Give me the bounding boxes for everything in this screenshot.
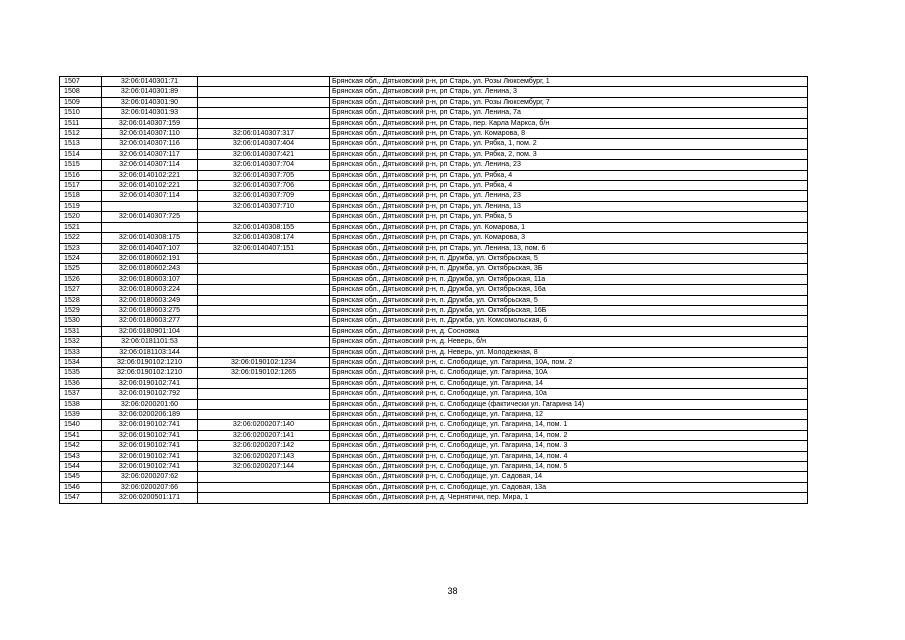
cadastral-number-cell: 32:06:0140307:725 (102, 212, 198, 222)
row-number-cell: 1537 (60, 389, 102, 399)
table-row (60, 243, 808, 253)
address-cell: Брянская обл., Дятьковский р-н, с. Слободище, ул. Гагарина, 14 (330, 378, 808, 388)
table-row (60, 201, 808, 211)
cadastral-number-secondary-cell: 32:06:0140307:709 (198, 191, 330, 201)
page-number: 38 (447, 586, 458, 596)
cadastral-number-cell: 32:06:0140301:71 (102, 77, 198, 87)
cadastral-number-secondary-cell (198, 378, 330, 388)
address-cell: Брянская обл., Дятьковский р-н, рп Старь, ул. Комарова, 3 (330, 233, 808, 243)
table-row (60, 430, 808, 440)
row-number-cell: 1514 (60, 149, 102, 159)
address-cell: Брянская обл., Дятьковский р-н, п. Дружба, ул. Комсомольская, 6 (330, 316, 808, 326)
cadastral-number-cell: 32:06:0180603:249 (102, 295, 198, 305)
cadastral-number-secondary-cell: 32:06:0140307:404 (198, 139, 330, 149)
cadastral-number-cell: 32:06:0190102:741 (102, 430, 198, 440)
address-cell: Брянская обл., Дятьковский р-н, рп Старь, ул. Комарова, 8 (330, 129, 808, 139)
table-row (60, 441, 808, 451)
cadastral-number-cell: 32:06:0140308:175 (102, 233, 198, 243)
cadastral-number-secondary-cell: 32:06:0190102:1234 (198, 357, 330, 367)
address-cell: Брянская обл., Дятьковский р-н, рп Старь, ул. Ленина, 3 (330, 87, 808, 97)
row-number-cell: 1510 (60, 108, 102, 118)
address-cell: Брянская обл., Дятьковский р-н, с. Слободище, ул. Гагарина, 14, пом. 2 (330, 430, 808, 440)
cadastral-number-secondary-cell (198, 347, 330, 357)
cadastral-number-cell: 32:06:0140307:117 (102, 149, 198, 159)
table-row (60, 77, 808, 87)
cadastral-number-secondary-cell: 32:06:0200207:143 (198, 451, 330, 461)
table-row (60, 129, 808, 139)
table-row (60, 264, 808, 274)
cadastral-number-cell: 32:06:0180603:277 (102, 316, 198, 326)
row-number-cell: 1541 (60, 430, 102, 440)
address-cell: Брянская обл., Дятьковский р-н, п. Дружба, ул. Октябрьская, 16Б (330, 305, 808, 315)
address-cell: Брянская обл., Дятьковский р-н, рп Старь, пер. Карла Маркса, б/н (330, 118, 808, 128)
address-cell: Брянская обл., Дятьковский р-н, с. Слободище, ул. Гагарина, 10А (330, 368, 808, 378)
cadastral-number-cell: 32:06:0200207:66 (102, 482, 198, 492)
table-row (60, 462, 808, 472)
address-cell: Брянская обл., Дятьковский р-н, п. Дружба, ул. Октябрьская, 16а (330, 285, 808, 295)
cadastral-number-cell: 32:06:0140307:114 (102, 160, 198, 170)
row-number-cell: 1546 (60, 482, 102, 492)
address-cell: Брянская обл., Дятьковский р-н, рп Старь, ул. Рябка, 2, пом. 3 (330, 149, 808, 159)
cadastral-number-cell: 32:06:0190102:1210 (102, 368, 198, 378)
cadastral-number-secondary-cell (198, 493, 330, 503)
table-row (60, 181, 808, 191)
row-number-cell: 1539 (60, 410, 102, 420)
address-cell: Брянская обл., Дятьковский р-н, рп Старь, ул. Ленина, 7а (330, 108, 808, 118)
row-number-cell: 1528 (60, 295, 102, 305)
row-number-cell: 1513 (60, 139, 102, 149)
table-row (60, 139, 808, 149)
cadastral-number-cell: 32:06:0180603:275 (102, 305, 198, 315)
cadastral-number-secondary-cell (198, 108, 330, 118)
row-number-cell: 1522 (60, 233, 102, 243)
address-cell: Брянская обл., Дятьковский р-н, с. Слободище, ул. Гагарина, 14, пом. 5 (330, 462, 808, 472)
table-row (60, 482, 808, 492)
row-number-cell: 1529 (60, 305, 102, 315)
row-number-cell: 1538 (60, 399, 102, 409)
row-number-cell: 1524 (60, 253, 102, 263)
cadastral-number-secondary-cell: 32:06:0140308:174 (198, 233, 330, 243)
cadastral-number-secondary-cell (198, 410, 330, 420)
cadastral-number-cell: 32:06:0140301:89 (102, 87, 198, 97)
table-row (60, 472, 808, 482)
table-row (60, 337, 808, 347)
table-row (60, 378, 808, 388)
cadastral-number-secondary-cell: 32:06:0200207:140 (198, 420, 330, 430)
row-number-cell: 1544 (60, 462, 102, 472)
table-row (60, 357, 808, 367)
cadastral-number-cell: 32:06:0180602:243 (102, 264, 198, 274)
row-number-cell: 1525 (60, 264, 102, 274)
cadastral-number-cell: 32:06:0140301:90 (102, 97, 198, 107)
cadastral-number-secondary-cell (198, 274, 330, 284)
address-cell: Брянская обл., Дятьковский р-н, с. Слободище, ул. Гагарина, 14, пом. 1 (330, 420, 808, 430)
cadastral-number-cell: 32:06:0200201:60 (102, 399, 198, 409)
cadastral-number-cell: 32:06:0140307:114 (102, 191, 198, 201)
table-row (60, 97, 808, 107)
row-number-cell: 1516 (60, 170, 102, 180)
cadastral-number-cell (102, 201, 198, 211)
cadastral-number-secondary-cell (198, 399, 330, 409)
row-number-cell: 1519 (60, 201, 102, 211)
property-table (59, 76, 808, 504)
cadastral-number-cell: 32:06:0190102:741 (102, 441, 198, 451)
cadastral-number-cell: 32:06:0190102:741 (102, 378, 198, 388)
table-row (60, 253, 808, 263)
cadastral-number-secondary-cell: 32:06:0140307:421 (198, 149, 330, 159)
cadastral-number-secondary-cell (198, 118, 330, 128)
cadastral-number-cell: 32:06:0190102:741 (102, 451, 198, 461)
table-row (60, 305, 808, 315)
row-number-cell: 1521 (60, 222, 102, 232)
cadastral-number-cell (102, 222, 198, 232)
table-row (60, 451, 808, 461)
cadastral-number-secondary-cell (198, 285, 330, 295)
table-row (60, 274, 808, 284)
address-cell: Брянская обл., Дятьковский р-н, с. Слободище, ул. Садовая, 13а (330, 482, 808, 492)
row-number-cell: 1508 (60, 87, 102, 97)
cadastral-number-cell: 32:06:0190102:741 (102, 420, 198, 430)
table-row (60, 170, 808, 180)
address-cell: Брянская обл., Дятьковский р-н, с. Слободище, ул. Садовая, 14 (330, 472, 808, 482)
address-cell: Брянская обл., Дятьковский р-н, рп Старь, ул. Ленина, 13 (330, 201, 808, 211)
cadastral-number-cell: 32:06:0140301:93 (102, 108, 198, 118)
cadastral-number-secondary-cell (198, 326, 330, 336)
table-row (60, 160, 808, 170)
table-row (60, 108, 808, 118)
address-cell: Брянская обл., Дятьковский р-н, п. Дружба, ул. Октябрьская, 5 (330, 253, 808, 263)
cadastral-number-secondary-cell (198, 482, 330, 492)
row-number-cell: 1534 (60, 357, 102, 367)
cadastral-number-cell: 32:06:0180602:191 (102, 253, 198, 263)
cadastral-number-cell: 32:06:0180603:224 (102, 285, 198, 295)
table-row (60, 87, 808, 97)
table-row (60, 191, 808, 201)
cadastral-number-secondary-cell (198, 316, 330, 326)
cadastral-number-cell: 32:06:0190102:1210 (102, 357, 198, 367)
cadastral-number-cell: 32:06:0181101:53 (102, 337, 198, 347)
cadastral-number-secondary-cell (198, 337, 330, 347)
address-cell: Брянская обл., Дятьковский р-н, п. Дружба, ул. Октябрьская, 11а (330, 274, 808, 284)
address-cell: Брянская обл., Дятьковский р-н, д. Неверь, б/н (330, 337, 808, 347)
row-number-cell: 1515 (60, 160, 102, 170)
cadastral-number-cell: 32:06:0200207:62 (102, 472, 198, 482)
row-number-cell: 1509 (60, 97, 102, 107)
row-number-cell: 1527 (60, 285, 102, 295)
table-row (60, 212, 808, 222)
cadastral-number-secondary-cell: 32:06:0140307:710 (198, 201, 330, 211)
table-row (60, 347, 808, 357)
address-cell: Брянская обл., Дятьковский р-н, рп Старь, ул. Ленина, 13, пом. 6 (330, 243, 808, 253)
address-cell: Брянская обл., Дятьковский р-н, с. Слободище, ул. Гагарина, 14, пом. 4 (330, 451, 808, 461)
cadastral-number-secondary-cell: 32:06:0200207:144 (198, 462, 330, 472)
cadastral-number-secondary-cell: 32:06:0140307:706 (198, 181, 330, 191)
cadastral-number-secondary-cell (198, 77, 330, 87)
address-cell: Брянская обл., Дятьковский р-н, рп Старь, ул. Рябка, 4 (330, 170, 808, 180)
row-number-cell: 1517 (60, 181, 102, 191)
cadastral-number-secondary-cell: 32:06:0140307:705 (198, 170, 330, 180)
address-cell: Брянская обл., Дятьковский р-н, д. Сосновка (330, 326, 808, 336)
cadastral-number-secondary-cell: 32:06:0140308:155 (198, 222, 330, 232)
address-cell: Брянская обл., Дятьковский р-н, с. Слободище, ул. Гагарина, 14, пом. 3 (330, 441, 808, 451)
cadastral-number-secondary-cell (198, 87, 330, 97)
cadastral-number-cell: 32:06:0180603:107 (102, 274, 198, 284)
cadastral-number-cell: 32:06:0140407:107 (102, 243, 198, 253)
cadastral-number-cell: 32:06:0140307:116 (102, 139, 198, 149)
row-number-cell: 1543 (60, 451, 102, 461)
address-cell: Брянская обл., Дятьковский р-н, рп Старь, ул. Рябка, 1, пом. 2 (330, 139, 808, 149)
cadastral-number-secondary-cell (198, 253, 330, 263)
table-row (60, 493, 808, 503)
cadastral-number-secondary-cell (198, 295, 330, 305)
cadastral-number-secondary-cell: 32:06:0140307:317 (198, 129, 330, 139)
row-number-cell: 1526 (60, 274, 102, 284)
address-cell: Брянская обл., Дятьковский р-н, д. Чернятичи, пер. Мира, 1 (330, 493, 808, 503)
cadastral-number-cell: 32:06:0190102:741 (102, 462, 198, 472)
address-cell: Брянская обл., Дятьковский р-н, рп Старь, ул. Ленина, 23 (330, 160, 808, 170)
address-cell: Брянская обл., Дятьковский р-н, д. Неверь, ул. Молодежная, 8 (330, 347, 808, 357)
address-cell: Брянская обл., Дятьковский р-н, рп Старь, ул. Комарова, 1 (330, 222, 808, 232)
table-row (60, 368, 808, 378)
table-row (60, 285, 808, 295)
cadastral-number-secondary-cell (198, 472, 330, 482)
table-row (60, 295, 808, 305)
address-cell: Брянская обл., Дятьковский р-н, с. Слободище, ул. Гагарина, 10а (330, 389, 808, 399)
cadastral-number-cell: 32:06:0200206:189 (102, 410, 198, 420)
address-cell: Брянская обл., Дятьковский р-н, п. Дружба, ул. Октябрьская, 3Б (330, 264, 808, 274)
row-number-cell: 1531 (60, 326, 102, 336)
row-number-cell: 1520 (60, 212, 102, 222)
cadastral-number-secondary-cell: 32:06:0190102:1265 (198, 368, 330, 378)
table-row (60, 326, 808, 336)
table-row (60, 399, 808, 409)
table-row (60, 149, 808, 159)
row-number-cell: 1518 (60, 191, 102, 201)
row-number-cell: 1542 (60, 441, 102, 451)
cadastral-number-cell: 32:06:0140102:221 (102, 181, 198, 191)
cadastral-number-secondary-cell (198, 97, 330, 107)
address-cell: Брянская обл., Дятьковский р-н, рп Старь, ул. Розы Люксембург, 1 (330, 77, 808, 87)
cadastral-number-secondary-cell (198, 264, 330, 274)
row-number-cell: 1533 (60, 347, 102, 357)
address-cell: Брянская обл., Дятьковский р-н, рп Старь, ул. Ленина, 23 (330, 191, 808, 201)
row-number-cell: 1547 (60, 493, 102, 503)
table-row (60, 410, 808, 420)
cadastral-number-cell: 32:06:0140102:221 (102, 170, 198, 180)
address-cell: Брянская обл., Дятьковский р-н, рп Старь, ул. Рябка, 4 (330, 181, 808, 191)
cadastral-number-secondary-cell: 32:06:0140407:151 (198, 243, 330, 253)
table-body (60, 77, 808, 504)
cadastral-number-secondary-cell: 32:06:0140307:704 (198, 160, 330, 170)
cadastral-number-secondary-cell (198, 212, 330, 222)
address-cell: Брянская обл., Дятьковский р-н, п. Дружба, ул. Октябрьская, 5 (330, 295, 808, 305)
address-cell: Брянская обл., Дятьковский р-н, рп Старь, ул. Розы Люксембург, 7 (330, 97, 808, 107)
row-number-cell: 1523 (60, 243, 102, 253)
cadastral-number-cell: 32:06:0140307:159 (102, 118, 198, 128)
row-number-cell: 1536 (60, 378, 102, 388)
row-number-cell: 1545 (60, 472, 102, 482)
address-cell: Брянская обл., Дятьковский р-н, с. Слободище (фактически ул. Гагарина 14) (330, 399, 808, 409)
table-row (60, 420, 808, 430)
row-number-cell: 1507 (60, 77, 102, 87)
cadastral-number-cell: 32:06:0200501:171 (102, 493, 198, 503)
cadastral-number-cell: 32:06:0180901:104 (102, 326, 198, 336)
cadastral-number-secondary-cell: 32:06:0200207:142 (198, 441, 330, 451)
row-number-cell: 1532 (60, 337, 102, 347)
address-cell: Брянская обл., Дятьковский р-н, с. Слободище, ул. Гагарина, 12 (330, 410, 808, 420)
row-number-cell: 1535 (60, 368, 102, 378)
row-number-cell: 1511 (60, 118, 102, 128)
cadastral-number-secondary-cell (198, 389, 330, 399)
row-number-cell: 1540 (60, 420, 102, 430)
cadastral-number-cell: 32:06:0181103:144 (102, 347, 198, 357)
cadastral-number-secondary-cell: 32:06:0200207:141 (198, 430, 330, 440)
row-number-cell: 1512 (60, 129, 102, 139)
table-row (60, 118, 808, 128)
cadastral-number-cell: 32:06:0140307:110 (102, 129, 198, 139)
address-cell: Брянская обл., Дятьковский р-н, с. Слободище, ул. Гагарина, 10А, пом. 2 (330, 357, 808, 367)
table-row (60, 222, 808, 232)
cadastral-number-cell: 32:06:0190102:792 (102, 389, 198, 399)
table-row (60, 233, 808, 243)
cadastral-number-secondary-cell (198, 305, 330, 315)
table-row (60, 316, 808, 326)
address-cell: Брянская обл., Дятьковский р-н, рп Старь, ул. Рябка, 5 (330, 212, 808, 222)
row-number-cell: 1530 (60, 316, 102, 326)
table-row (60, 389, 808, 399)
